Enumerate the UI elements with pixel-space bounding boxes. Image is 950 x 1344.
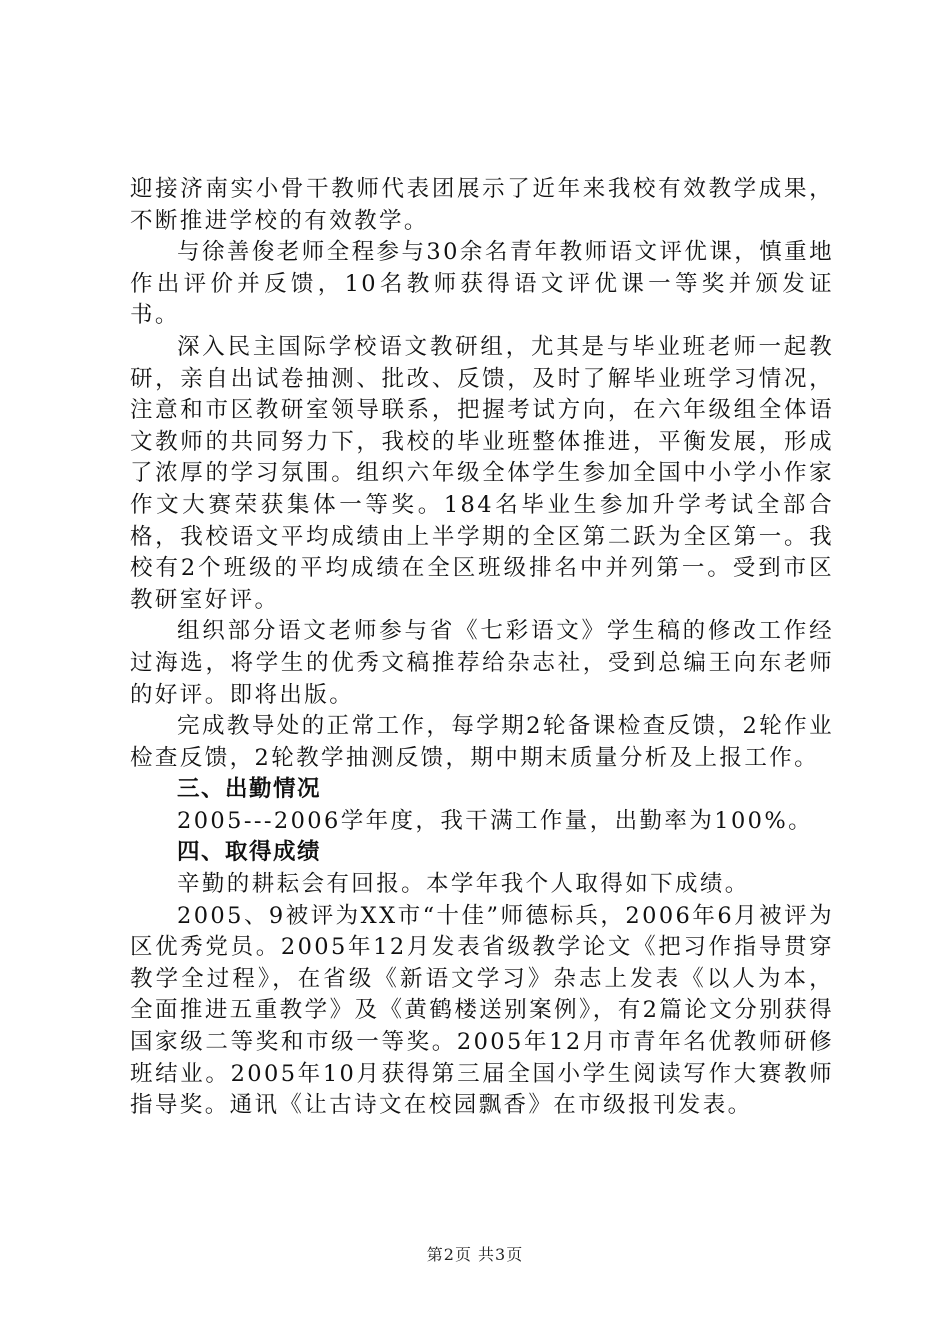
paragraph-attendance: 2005---2006学年度，我干满工作量，出勤率为100%。 xyxy=(177,807,814,834)
paragraph-1: 迎接济南实小骨干教师代表团展示了近年来我校有效教学成果，不断推进学校的有效教学。 xyxy=(130,176,834,234)
section-heading-attendance: 三、出勤情况 xyxy=(177,776,322,803)
paragraph-3: 深入民主国际学校语文教研组，尤其是与毕业班老师一起教研，亲自出试卷抽测、批改、反馈，及时了解毕业班学习情况，注意和市区教研室领导联系，把握考试方向，在六年级组全体语文教师的共同努力下，我校的毕业班整体推进，平衡发展，形成了浓厚的学习氛围。组织六年级全体学生参加全国中小学小作家作文大赛荣获集体一等奖。184名毕业生参加升学考试全部合格，我校语文平均成绩由上半学期的全区第二跃为全区第一。我校有2个班级的平均成绩在全区班级排名中并列第一。受到市区教研室好评。 xyxy=(130,333,834,613)
section-heading-achievements: 四、取得成绩 xyxy=(177,839,322,866)
paragraph-2: 与徐善俊老师全程参与30余名青年教师语文评优课，慎重地作出评价并反馈，10名教师获得语文评优课一等奖并颁发证书。 xyxy=(130,239,834,329)
page-number-footer: 第2页 共3页 xyxy=(426,1245,524,1264)
document-body xyxy=(130,174,834,1122)
paragraph-4: 组织部分语文老师参与省《七彩语文》学生稿的修改工作经过海选，将学生的优秀文稿推荐给杂志社，受到总编王向东老师的好评。即将出版。 xyxy=(130,618,834,708)
paragraph-5: 完成教导处的正常工作，每学期2轮备课检查反馈，2轮作业检查反馈，2轮教学抽测反馈，期中期末质量分析及上报工作。 xyxy=(130,713,834,771)
paragraph-achievements-list: 2005、9被评为XX市“十佳”师德标兵，2006年6月被评为区优秀党员。2005年12月发表省级教学论文《把习作指导贯穿教学全过程》，在省级《新语文学习》杂志上发表《以人为本，全面推进五重教学》及《黄鹤楼送别案例》，有2篇论文分别获得国家级二等奖和市级一等奖。2005年12月市青年名优教师研修班结业。2005年10月获得第三届全国小学生阅读写作大赛教师指导奖。通讯《让古诗文在校园飘香》在市级报刊发表。 xyxy=(130,902,834,1119)
paragraph-achievements-intro: 辛勤的耕耘会有回报。本学年我个人取得如下成绩。 xyxy=(177,871,750,898)
